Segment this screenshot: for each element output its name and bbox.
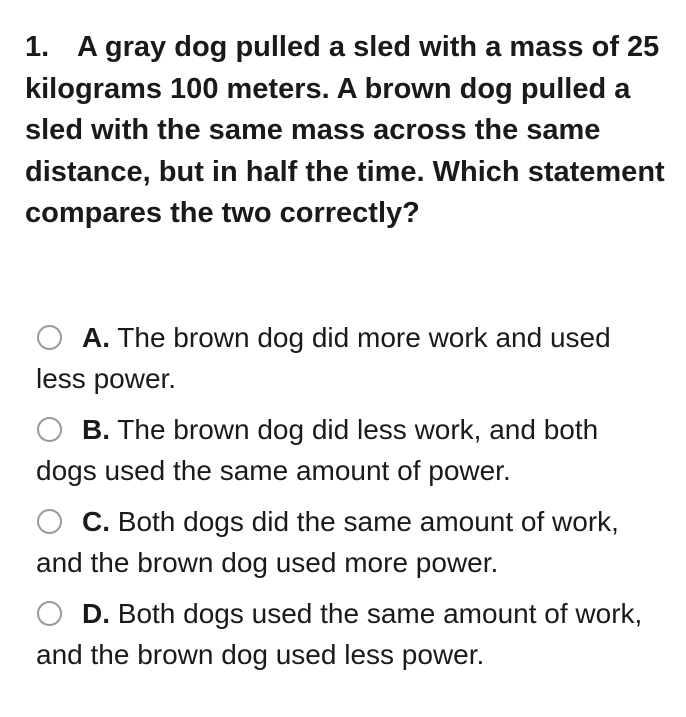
question-number: 1. [25,31,50,63]
option-letter-d: D. [82,598,110,629]
option-text-c: Both dogs did the same amount of work, and the brown dog used more power. [36,506,619,578]
question-text-block [25,27,665,235]
option-letter-c: C. [82,506,110,537]
answer-option-b[interactable] [36,410,666,491]
radio-button-a[interactable] [37,325,62,350]
radio-button-b[interactable] [37,417,62,442]
radio-button-d[interactable] [37,601,62,626]
option-letter-a: A. [82,322,110,353]
option-letter-b: B. [82,414,110,445]
question-prompt: A gray dog pulled a sled with a mass of 25 kilograms 100 meters. A brown dog pulled a sled with the same mass across the same distance, but in half the time. Which statement compares the two correctly? [25,31,665,230]
answer-option-a[interactable] [36,318,666,399]
option-text-b: The brown dog did less work, and both dogs used the same amount of power. [36,414,599,486]
answer-option-d[interactable] [36,594,666,675]
option-text-a: The brown dog did more work and used less power. [36,322,611,394]
option-text-d: Both dogs used the same amount of work, and the brown dog used less power. [36,598,643,670]
answer-option-c[interactable] [36,502,666,583]
answer-options [36,318,666,686]
radio-button-c[interactable] [37,509,62,534]
